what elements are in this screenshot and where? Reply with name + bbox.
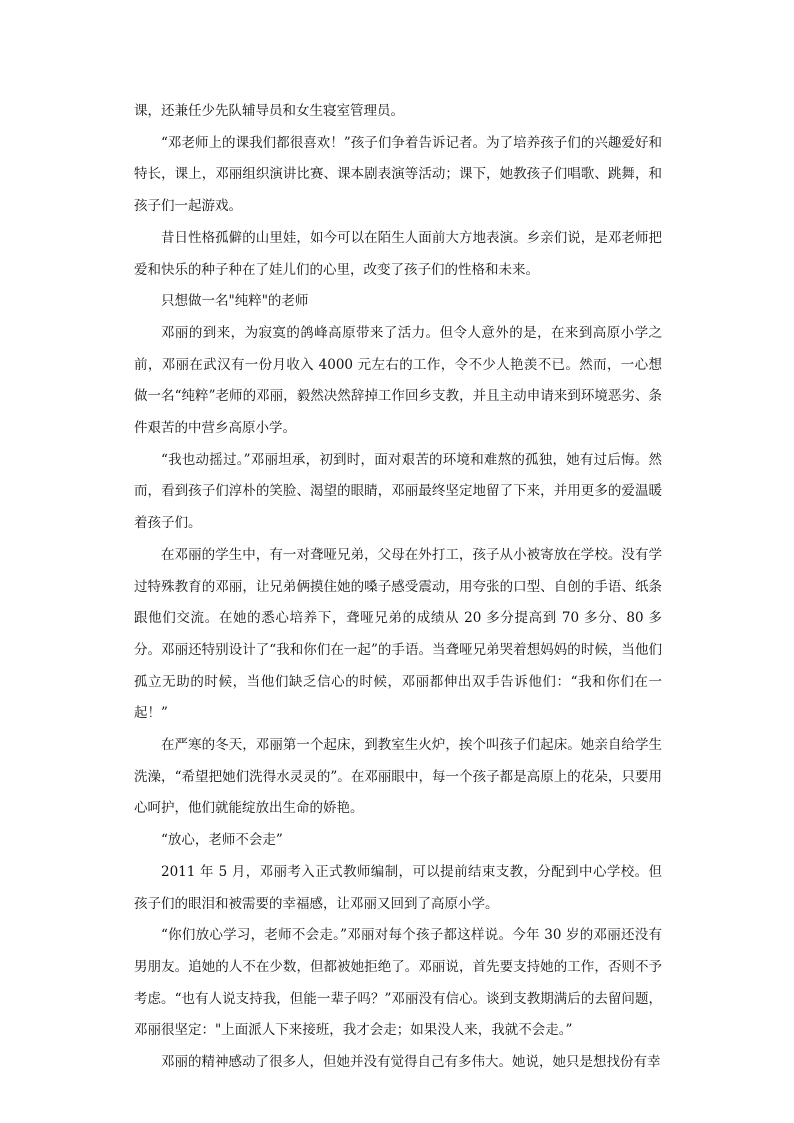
paragraph-promise: “你们放心学习，老师不会走。”邓丽对每个孩子都这样说。今年 30 岁的邓丽还没有男朋友。追她的人不在少数，但都被她拒绝了。邓丽说，首先要支持她的工作，否则不予考虑。“也有人说支持我，但能一辈子吗？”邓丽没有信心。谈到支教期满后的去留问题，邓丽很坚定："上面派人下来接班，我才会走；如果没人来，我就不会走。” xyxy=(134,927,662,1039)
paragraph-continuation: 课，还兼任少先队辅导员和女生寝室管理员。 xyxy=(134,103,404,119)
section-heading-pure-teacher: 只想做一名"纯粹"的老师 xyxy=(161,293,309,310)
paragraph-deaf-brothers: 在邓丽的学生中，有一对聋哑兄弟，父母在外打工，孩子从小被寄放在学校。没有学过特殊教育的邓丽，让兄弟俩摸住她的嗓子感受震动，用夸张的口型、自创的手语、纸条跟他们交流。在她的悉心培养下，聋哑兄弟的成绩从 20 多分提高到 70 多分、80 多分。邓丽还特别设计了“我和你们在一起”的手语。当聋哑兄弟哭着想妈妈的时候，当他们孤立无助的时候，当他们缺乏信心的时候，邓丽都伸出双手告诉他们：“我和你们在一起！” xyxy=(134,546,662,722)
paragraph-wavered: “我也动摇过。”邓丽坦承，初到时，面对艰苦的环境和难熬的孤独，她有过后悔。然而，看到孩子们淳朴的笑脸、渴望的眼睛，邓丽最终坚定地留了下来，并用更多的爱温暖着孩子们。 xyxy=(134,451,662,532)
paragraph-arrival: 邓丽的到来，为寂寞的鸽峰高原带来了活力。但令人意外的是，在来到高原小学之前，邓丽在武汉有一份月收入 4000 元左右的工作，令不少人艳羡不已。然而，一心想做一名“纯粹”老师的邓丽，毅然决然辞掉工作回乡支教，并且主动申请来到环境恶劣、条件艰苦的中营乡高原小学。 xyxy=(134,324,662,437)
document-page xyxy=(134,96,662,1079)
paragraph-2011: 2011 年 5 月，邓丽考入正式教师编制，可以提前结束支教，分配到中心学校。但孩子们的眼泪和被需要的幸福感，让邓丽又回到了高原小学。 xyxy=(134,863,662,912)
paragraph-spirit: 邓丽的精神感动了很多人，但她并没有觉得自己有多伟大。她说，她只是想找份有幸 xyxy=(161,1054,661,1071)
paragraph-winter: 在严寒的冬天，邓丽第一个起床，到教室生火炉，挨个叫孩子们起床。她亲自给学生洗澡，“希望把她们洗得水灵灵的”。在邓丽眼中，每一个孩子都是高原上的花朵，只要用心呵护，他们就能绽放出生命的娇艳。 xyxy=(134,737,662,817)
paragraph-mountain-children: 昔日性格孤僻的山里娃，如今可以在陌生人面前大方地表演。乡亲们说，是邓老师把爱和快乐的种子种在了娃儿们的心里，改变了孩子们的性格和未来。 xyxy=(134,229,662,278)
section-heading-will-not-leave: “放心，老师不会走” xyxy=(161,832,283,849)
paragraph-students-like-class: “邓老师上的课我们都很喜欢！”孩子们争着告诉记者。为了培养孩子们的兴趣爱好和特长，课上，邓丽组织演讲比赛、课本剧表演等活动；课下，她教孩子们唱歌、跳舞，和孩子们一起游戏。 xyxy=(134,134,662,215)
